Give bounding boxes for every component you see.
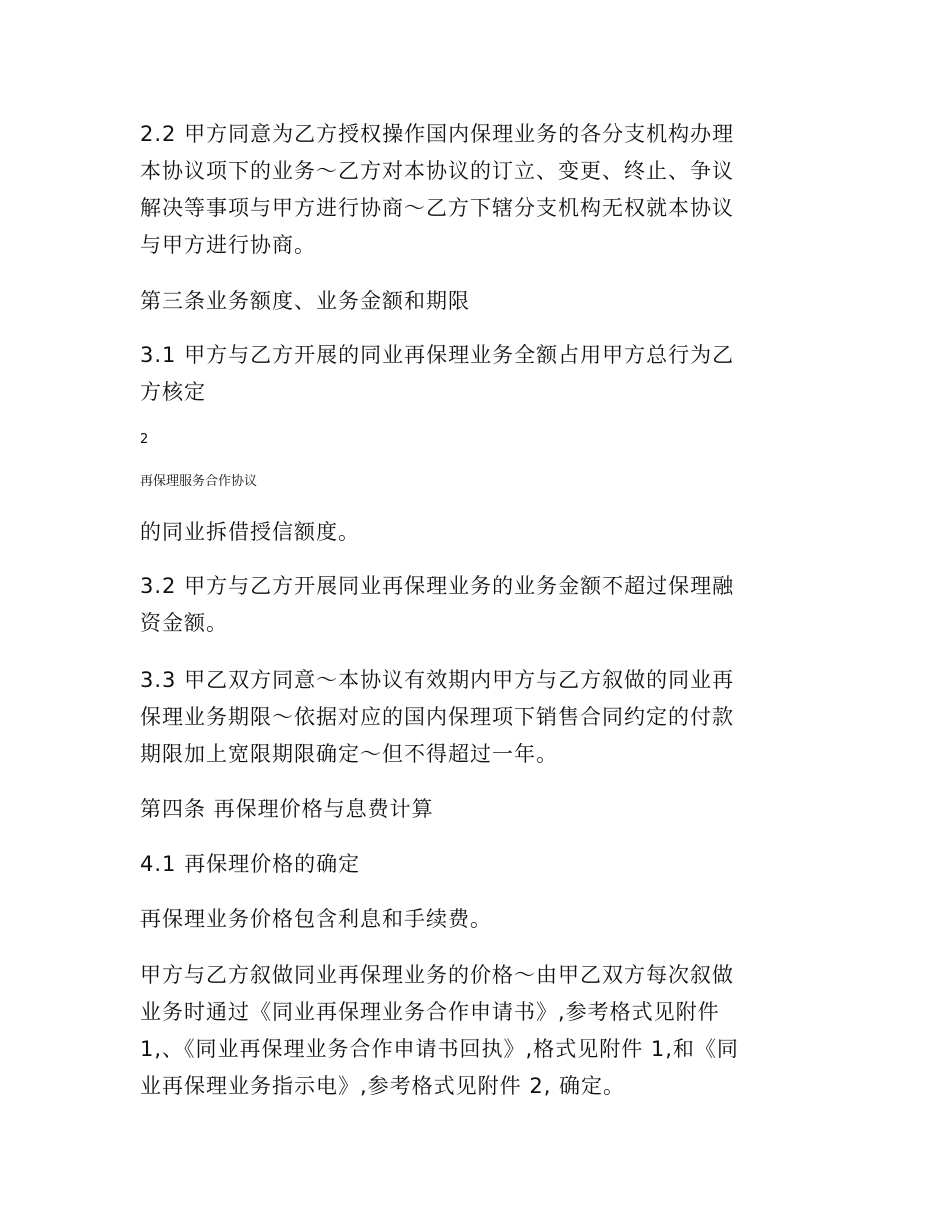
article-3-heading (140, 283, 820, 320)
paragraph-line: 3.2 甲方与乙方开展同业再保理业务的业务金额不超过保理融 (140, 574, 735, 598)
paragraph-line: 解决等事项与甲方进行协商～乙方下辖分支机构无权就本协议 (140, 196, 734, 220)
heading-text: 第四条 再保理价格与息费计算 (140, 797, 434, 821)
paragraph-line: 业再保理业务指示电》,参考格式见附件 2, 确定。 (140, 1074, 626, 1098)
paragraph-4-1-a (140, 901, 820, 938)
heading-text: 4.1 再保理价格的确定 (140, 852, 361, 876)
paragraph-line: 保理业务期限～依据对应的国内保理项下销售合同约定的付款 (140, 705, 734, 729)
paragraph-line: 1,、《同业再保理业务合作申请书回执》,格式见附件 1,和《同 (140, 1037, 739, 1061)
section-4-1-heading (140, 846, 820, 883)
paragraph-line: 再保理业务价格包含利息和手续费。 (140, 907, 492, 931)
page-number: 2 (140, 432, 149, 447)
paragraph-4-1-b (140, 957, 820, 1105)
article-4-heading (140, 791, 820, 828)
paragraph-line: 方核定 (140, 380, 206, 404)
paragraph-line: 本协议项下的业务～乙方对本协议的订立、变更、终止、争议 (140, 159, 734, 183)
running-header: 再保理服务合作协议 (140, 474, 258, 489)
paragraph-line: 3.1 甲方与乙方开展的同业再保理业务全额占用甲方总行为乙 (140, 343, 735, 367)
paragraph-line: 资金额。 (140, 611, 228, 635)
paragraph-3-3 (140, 662, 820, 773)
paragraph-line: 3.3 甲乙双方同意～本协议有效期内甲方与乙方叙做的同业再 (140, 668, 735, 692)
heading-text: 第三条业务额度、业务金额和期限 (140, 289, 470, 313)
paragraph-line: 与甲方进行协商。 (140, 233, 316, 257)
paragraph-3-1 (140, 337, 820, 411)
paragraph-2-2 (140, 116, 820, 264)
paragraph-line: 的同业拆借授信额度。 (140, 520, 360, 544)
paragraph-line: 期限加上宽限期限确定～但不得超过一年。 (140, 742, 558, 766)
paragraph-line: 2.2 甲方同意为乙方授权操作国内保理业务的各分支机构办理 (140, 122, 735, 146)
paragraph-line: 甲方与乙方叙做同业再保理业务的价格～由甲乙双方每次叙做 (140, 963, 734, 987)
paragraph-3-2 (140, 568, 820, 642)
paragraph-3-1-continued (140, 514, 820, 551)
paragraph-line: 业务时通过《同业再保理业务合作申请书》,参考格式见附件 (140, 1000, 720, 1024)
